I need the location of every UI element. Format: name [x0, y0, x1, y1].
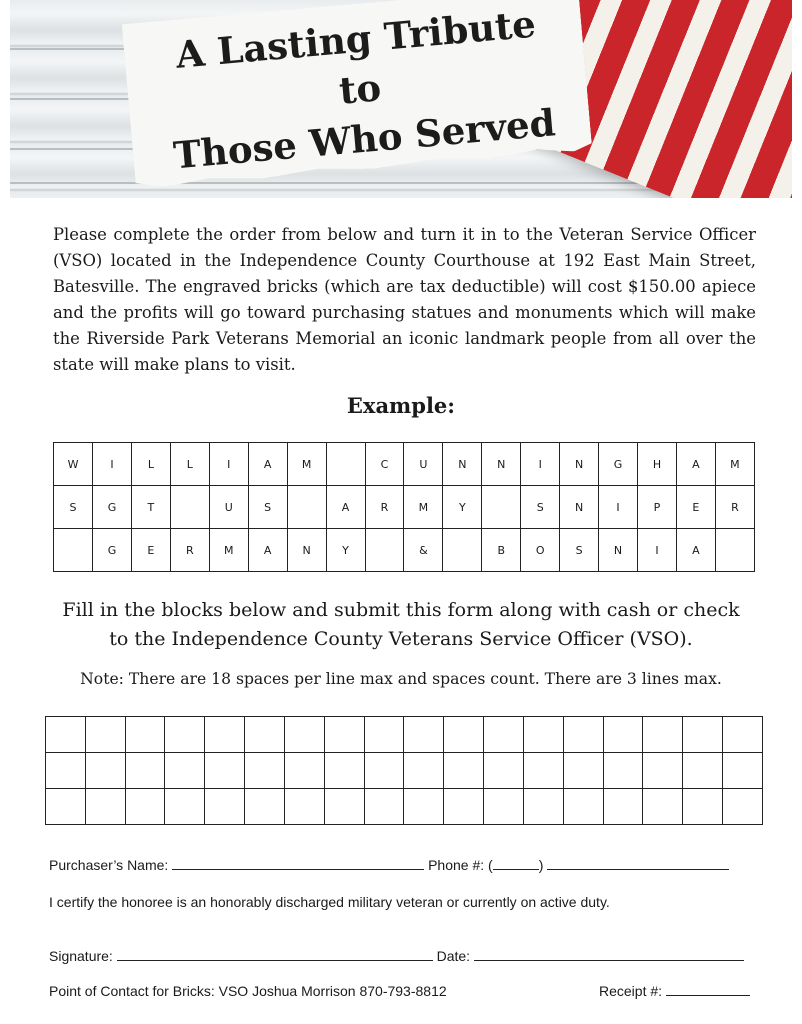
title-line-1: A Lasting Tribute to: [173, 1, 538, 113]
purchaser-label: Purchaser’s Name:: [49, 857, 169, 873]
example-grid-cell: Y: [326, 529, 365, 572]
example-grid-cell: G: [93, 529, 132, 572]
example-grid-cell: I: [599, 486, 638, 529]
entry-grid-cell[interactable]: [603, 717, 643, 753]
entry-grid-cell[interactable]: [683, 753, 723, 789]
entry-grid-cell[interactable]: [643, 789, 683, 825]
example-grid-cell: G: [599, 443, 638, 486]
example-grid-cell: I: [521, 443, 560, 486]
entry-grid-cell[interactable]: [444, 753, 484, 789]
entry-grid-cell[interactable]: [444, 789, 484, 825]
entry-grid-cell[interactable]: [125, 717, 165, 753]
entry-grid-row: [46, 789, 763, 825]
date-field[interactable]: [474, 948, 744, 961]
entry-grid-cell[interactable]: [205, 717, 245, 753]
certify-text: I certify the honoree is an honorably discharged military veteran or currently on active duty.: [49, 894, 610, 910]
example-grid-cell: L: [131, 443, 170, 486]
entry-grid-cell[interactable]: [643, 753, 683, 789]
example-grid-cell: [715, 529, 754, 572]
title-line-2: Those Who Served: [171, 100, 558, 178]
example-grid-cell: S: [560, 529, 599, 572]
instructions-line-2: to the Independence County Veterans Service Officer (VSO).: [109, 628, 693, 650]
entry-grid-cell[interactable]: [603, 789, 643, 825]
entry-grid-cell[interactable]: [245, 789, 285, 825]
phone-number-field[interactable]: [547, 857, 729, 870]
entry-grid-cell[interactable]: [284, 717, 324, 753]
example-grid-cell: N: [599, 529, 638, 572]
entry-grid-cell[interactable]: [523, 789, 563, 825]
example-grid-cell: A: [676, 529, 715, 572]
entry-grid-cell[interactable]: [245, 717, 285, 753]
example-grid-cell: R: [365, 486, 404, 529]
example-grid-cell: W: [54, 443, 93, 486]
entry-grid-cell[interactable]: [523, 717, 563, 753]
example-brick-grid: [53, 442, 755, 572]
entry-grid-cell[interactable]: [165, 717, 205, 753]
entry-grid-cell[interactable]: [563, 717, 603, 753]
entry-grid-cell[interactable]: [85, 753, 125, 789]
example-grid-cell: O: [521, 529, 560, 572]
receipt-field[interactable]: [666, 983, 750, 996]
example-grid-row: [54, 486, 755, 529]
example-grid-cell: N: [560, 443, 599, 486]
contact-text: Point of Contact for Bricks: VSO Joshua Morrison 870-793-8812: [49, 983, 447, 999]
brick-entry-grid[interactable]: [45, 716, 763, 825]
entry-grid-cell[interactable]: [46, 717, 86, 753]
example-grid-row: [54, 443, 755, 486]
signature-label: Signature:: [49, 948, 113, 964]
example-grid-cell: I: [638, 529, 677, 572]
purchaser-row: [49, 857, 729, 873]
header-banner: [10, 0, 792, 198]
phone-label: Phone #: (: [428, 857, 493, 873]
instructions-line-1: Fill in the blocks below and submit this form along with cash or check: [62, 599, 740, 621]
example-grid-cell: N: [482, 443, 521, 486]
entry-grid-cell[interactable]: [484, 753, 524, 789]
example-grid-cell: E: [131, 529, 170, 572]
example-grid-cell: H: [638, 443, 677, 486]
example-grid-cell: R: [715, 486, 754, 529]
example-grid-row: [54, 529, 755, 572]
note-text: Note: There are 18 spaces per line max and spaces count. There are 3 lines max.: [80, 670, 722, 688]
entry-grid-cell[interactable]: [324, 717, 364, 753]
entry-grid-cell[interactable]: [46, 789, 86, 825]
example-grid-cell: [365, 529, 404, 572]
example-grid-cell: N: [560, 486, 599, 529]
example-grid-cell: L: [170, 443, 209, 486]
entry-grid-cell[interactable]: [484, 789, 524, 825]
entry-grid-cell[interactable]: [404, 717, 444, 753]
example-grid-cell: I: [209, 443, 248, 486]
phone-area-code-field[interactable]: [493, 857, 539, 870]
example-grid-cell: U: [404, 443, 443, 486]
example-grid-cell: A: [248, 443, 287, 486]
entry-grid-cell[interactable]: [165, 789, 205, 825]
example-grid-cell: A: [248, 529, 287, 572]
example-grid-cell: Y: [443, 486, 482, 529]
example-grid-cell: N: [443, 443, 482, 486]
entry-grid-cell[interactable]: [85, 717, 125, 753]
entry-grid-cell[interactable]: [723, 717, 763, 753]
entry-grid-row: [46, 717, 763, 753]
example-grid-cell: U: [209, 486, 248, 529]
example-grid-cell: P: [638, 486, 677, 529]
signature-row: [49, 948, 744, 964]
example-grid-cell: I: [93, 443, 132, 486]
receipt-label: Receipt #:: [599, 983, 663, 999]
purchaser-name-field[interactable]: [172, 857, 424, 870]
entry-grid-cell[interactable]: [643, 717, 683, 753]
entry-grid-cell[interactable]: [444, 717, 484, 753]
entry-grid-cell[interactable]: [205, 753, 245, 789]
entry-grid-cell[interactable]: [125, 789, 165, 825]
example-grid-cell: [170, 486, 209, 529]
example-grid-cell: E: [676, 486, 715, 529]
entry-grid-cell[interactable]: [125, 753, 165, 789]
example-grid-cell: [443, 529, 482, 572]
example-grid-cell: [326, 443, 365, 486]
entry-grid-cell[interactable]: [324, 753, 364, 789]
example-grid-cell: R: [170, 529, 209, 572]
phone-paren: ): [538, 857, 544, 873]
entry-grid-cell[interactable]: [46, 753, 86, 789]
example-grid-cell: B: [482, 529, 521, 572]
example-grid-cell: G: [93, 486, 132, 529]
entry-grid-cell[interactable]: [523, 753, 563, 789]
entry-grid-cell[interactable]: [683, 717, 723, 753]
example-grid-cell: [287, 486, 326, 529]
entry-grid-cell[interactable]: [603, 753, 643, 789]
entry-grid-cell[interactable]: [364, 717, 404, 753]
example-grid-cell: T: [131, 486, 170, 529]
entry-grid-cell[interactable]: [324, 789, 364, 825]
example-grid-cell: A: [326, 486, 365, 529]
entry-grid-cell[interactable]: [404, 789, 444, 825]
receipt-row: [599, 983, 750, 999]
entry-grid-cell[interactable]: [683, 789, 723, 825]
entry-grid-cell[interactable]: [484, 717, 524, 753]
example-grid-cell: A: [676, 443, 715, 486]
entry-grid-cell[interactable]: [563, 753, 603, 789]
example-grid-cell: M: [715, 443, 754, 486]
date-label: Date:: [436, 948, 471, 964]
example-grid-cell: M: [287, 443, 326, 486]
entry-grid-cell[interactable]: [364, 789, 404, 825]
example-grid-cell: [482, 486, 521, 529]
example-grid-cell: S: [521, 486, 560, 529]
entry-grid-cell[interactable]: [723, 789, 763, 825]
entry-grid-row: [46, 753, 763, 789]
entry-grid-cell[interactable]: [165, 753, 205, 789]
entry-grid-cell[interactable]: [284, 753, 324, 789]
signature-field[interactable]: [117, 948, 433, 961]
example-grid-cell: N: [287, 529, 326, 572]
entry-grid-cell[interactable]: [85, 789, 125, 825]
entry-grid-cell[interactable]: [404, 753, 444, 789]
entry-grid-cell[interactable]: [205, 789, 245, 825]
example-grid-cell: C: [365, 443, 404, 486]
entry-grid-cell[interactable]: [563, 789, 603, 825]
example-grid-cell: S: [54, 486, 93, 529]
example-grid-cell: M: [404, 486, 443, 529]
intro-paragraph: Please complete the order from below and turn it in to the Veteran Service Officer (VSO) located in the Independence County Courthouse at 192 East Main Street, Batesville. The engraved bricks (which are tax deductible) will cost $150.00 apiece and the profits will go toward purchasing statues and monuments which will make the Riverside Park Veterans Memorial an iconic landmark people from all over the state will make plans to visit.: [53, 225, 756, 374]
example-grid-cell: S: [248, 486, 287, 529]
example-heading: Example:: [346, 393, 456, 418]
instructions: [0, 596, 802, 654]
entry-grid-cell[interactable]: [245, 753, 285, 789]
entry-grid-cell[interactable]: [364, 753, 404, 789]
example-grid-cell: &: [404, 529, 443, 572]
example-grid-cell: M: [209, 529, 248, 572]
entry-grid-cell[interactable]: [723, 753, 763, 789]
example-grid-cell: [54, 529, 93, 572]
entry-grid-cell[interactable]: [284, 789, 324, 825]
